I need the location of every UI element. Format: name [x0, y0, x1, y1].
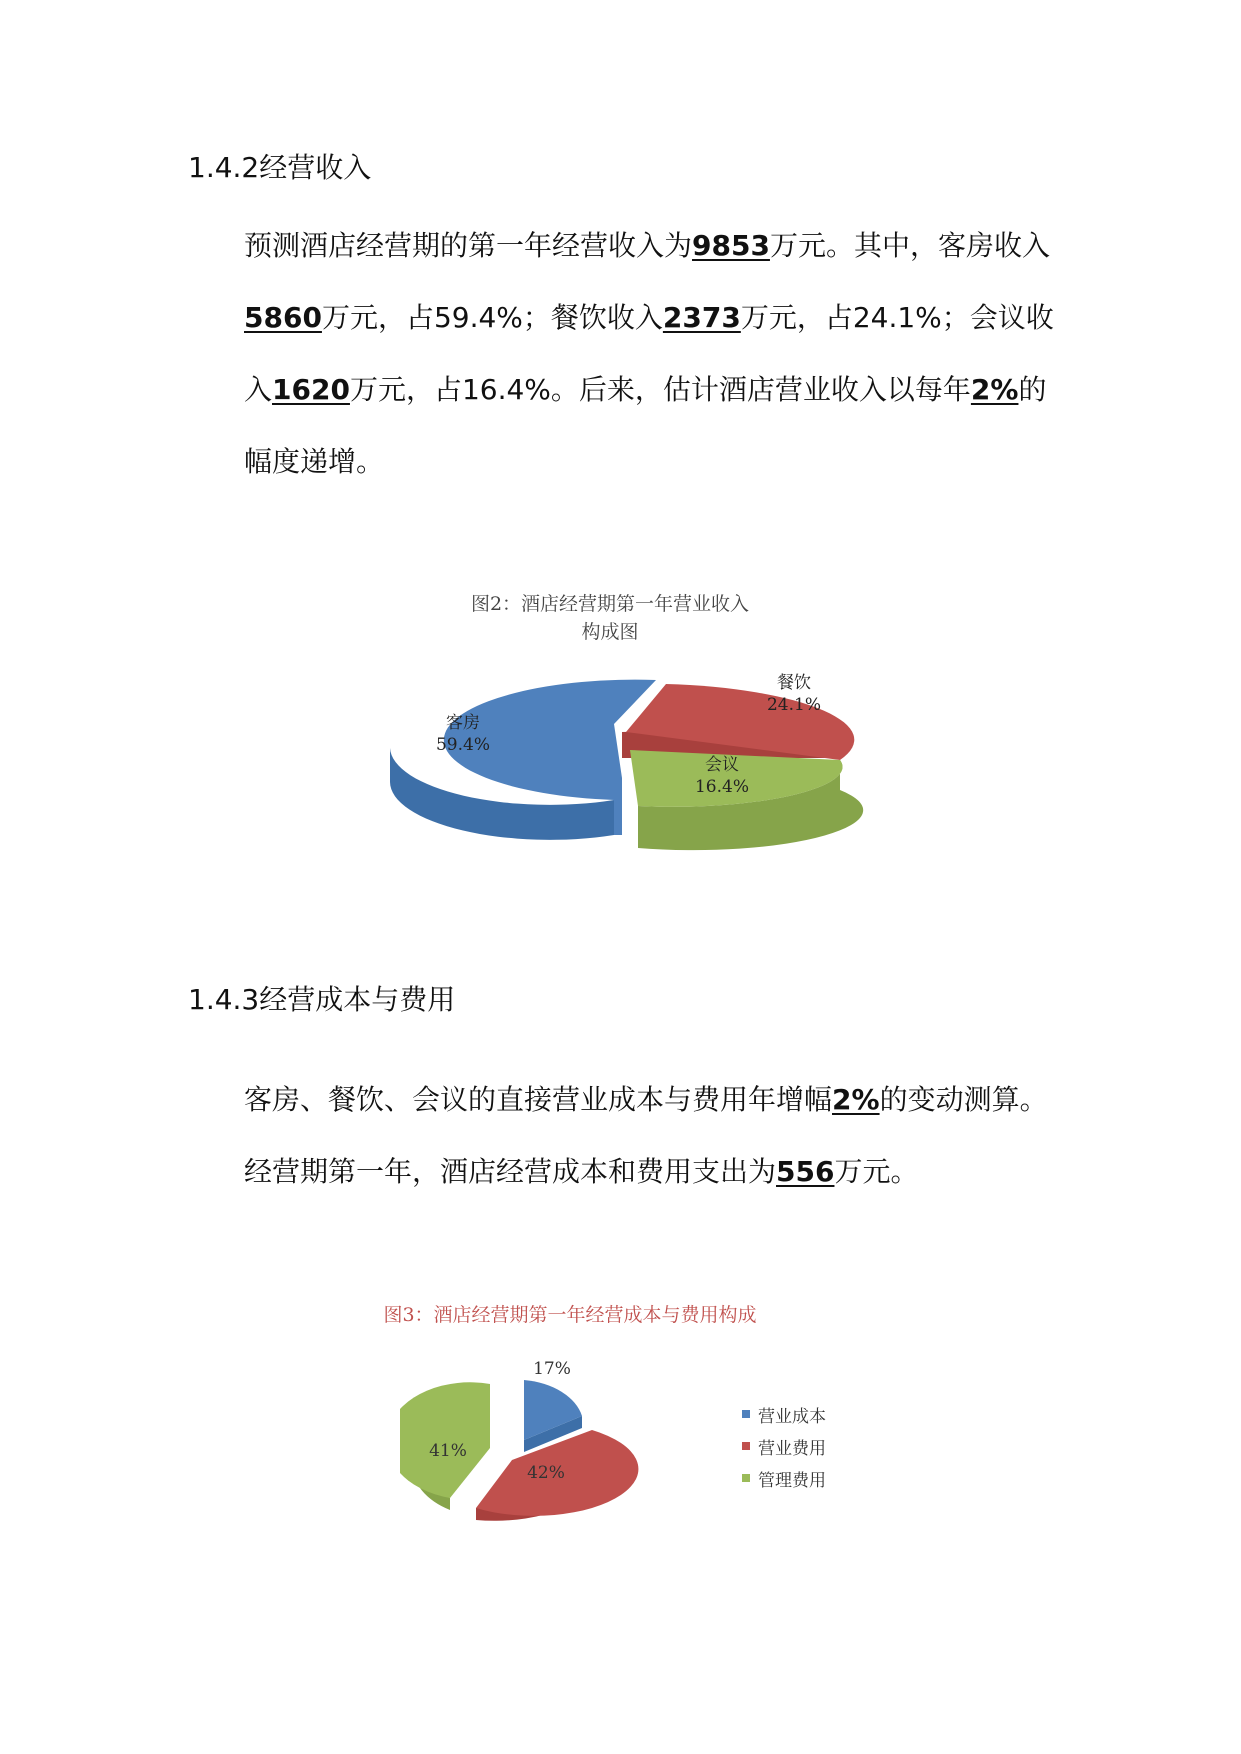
value-room: 59.4%	[435, 735, 491, 755]
text-run: 万元。其中，客房收入	[769, 229, 1050, 262]
text-run: 客房、餐饮、会议的直接营业成本与费用年增幅	[244, 1083, 833, 1116]
legend-item	[742, 1398, 826, 1430]
value-admin-expense: 41%	[429, 1441, 467, 1461]
meeting-revenue-value: 1620	[272, 373, 350, 406]
label-food: 餐饮	[777, 673, 811, 693]
legend-swatch-green	[742, 1474, 750, 1482]
text-run: 万元，占59.4%；餐饮收入	[321, 301, 663, 334]
total-revenue-value: 9853	[692, 229, 770, 262]
text-run: 万元。	[834, 1155, 919, 1188]
total-cost-value: 556	[776, 1155, 835, 1188]
section-heading-cost: 1.4.3经营成本与费用	[188, 983, 456, 1016]
chart3-pie	[400, 1360, 720, 1540]
text-run: 的幅度递增。	[244, 373, 1047, 478]
value-meeting: 16.4%	[694, 777, 750, 797]
chart2-title-line1: 图2：酒店经营期第一年营业收入	[470, 593, 750, 615]
label-meeting: 会议	[705, 755, 739, 775]
label-room: 客房	[446, 713, 480, 733]
legend-label: 营业费用	[758, 1438, 826, 1459]
legend-label: 管理费用	[758, 1470, 826, 1491]
text-run: 万元，占24.1%；会议收入	[244, 301, 1054, 406]
pie-slice-room	[390, 680, 656, 840]
value-selling-expense: 42%	[527, 1463, 565, 1483]
revenue-paragraph	[188, 210, 1068, 498]
chart2-title-line2: 构成图	[581, 621, 639, 643]
room-revenue-value: 5860	[244, 301, 322, 334]
legend-swatch-red	[742, 1442, 750, 1450]
chart2-title	[420, 590, 800, 646]
legend-item	[742, 1430, 826, 1462]
text-run: 预测酒店经营期的第一年经营收入为	[244, 229, 693, 262]
legend-label: 营业成本	[758, 1406, 826, 1427]
food-revenue-value: 2373	[662, 301, 741, 334]
growth-rate-value: 2%	[970, 373, 1019, 406]
section-heading-revenue: 1.4.2经营收入	[188, 151, 372, 184]
text-run: 的变动测算。经营期第一年，酒店经营成本和费用支出为	[244, 1083, 1048, 1188]
value-operating-cost: 17%	[533, 1360, 571, 1379]
value-food: 24.1%	[766, 695, 822, 715]
cost-paragraph	[188, 1064, 1068, 1208]
text-run: 万元，占16.4%。后来，估计酒店营业收入以每年	[349, 373, 971, 406]
pie-slice-meeting	[630, 750, 863, 850]
chart2-pie	[370, 670, 870, 870]
cost-growth-rate-value: 2%	[832, 1083, 880, 1116]
legend-swatch-blue	[742, 1410, 750, 1418]
legend-item	[742, 1462, 826, 1494]
chart3-title: 图3：酒店经营期第一年经营成本与费用构成	[383, 1304, 757, 1326]
chart3-legend	[742, 1398, 826, 1494]
